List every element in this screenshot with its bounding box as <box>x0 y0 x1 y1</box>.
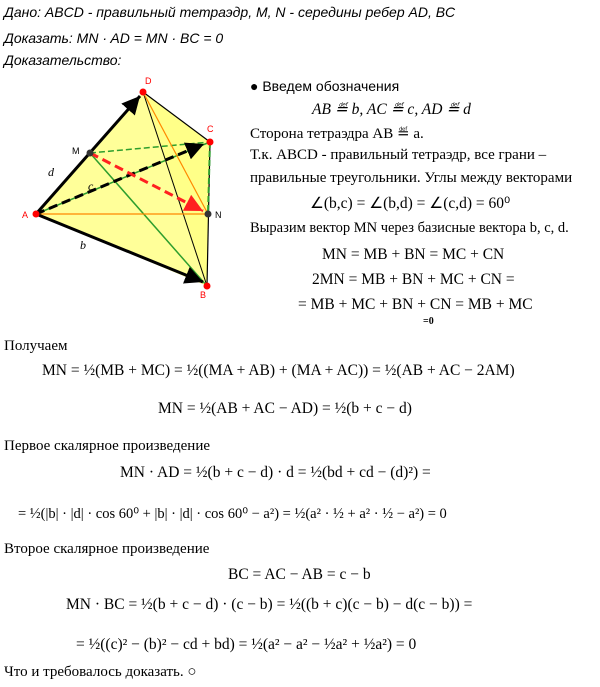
angles-line: ∠(b,c) = ∠(b,d) = ∠(c,d) = 60⁰ <box>310 195 511 212</box>
point-d <box>140 89 147 96</box>
formula-6: MN · BC = ½(b + c − d) · (c − b) = ½((b + c)(c − b) − d(c − b)) = <box>66 596 473 613</box>
label-d: D <box>145 76 152 86</box>
formula-3: MN · AD = ½(b + c − d) · d = ½(bd + cd − (d)²) = <box>120 464 431 481</box>
label-c: C <box>207 124 214 134</box>
regular-line-2: правильные треугольники. Углы между векторами <box>250 170 573 186</box>
point-m <box>87 150 94 157</box>
label-vec-d: d <box>48 165 54 179</box>
formula-4: = ½(|b| · |d| · cos 60⁰ + |b| · |d| · cos 60⁰ − a²) = ½(a² · ½ + a² · ½ − a²) = 0 <box>18 506 447 522</box>
eq3-under: =0 <box>423 316 434 327</box>
formula-1: MN = ½(MB + MC) = ½((MA + AB) + (MA + AC)) = ½(AB + AC − 2AM) <box>42 362 515 379</box>
given-line <box>4 4 455 20</box>
given-text: ABCD - правильный тетраэдр, M, N - середины ребер AD, BC <box>41 4 456 20</box>
get-line: Получаем <box>4 338 68 354</box>
label-n: N <box>215 210 222 220</box>
label-vec-b: b <box>80 238 86 252</box>
formula-7: = ½((c)² − (b)² − cd + bd) = ½(a² − a² − ½a² + ½a²) = 0 <box>76 636 417 653</box>
intro-line: ● Введем обозначения <box>250 78 400 94</box>
first-product-heading: Первое скалярное произведение <box>4 438 211 454</box>
formula-5: BC = AC − AB = c − b <box>228 566 371 583</box>
point-c <box>207 139 214 146</box>
express-line: Выразим вектор MN через базисные вектора b, c, d. <box>250 220 569 236</box>
end-line: Что и требовалось доказать. ○ <box>4 664 197 680</box>
prove-text: MN · AD = MN · BC = 0 <box>72 30 224 46</box>
eq2-line: 2MN = MB + BN + MC + CN = <box>312 271 515 288</box>
point-a <box>33 211 40 218</box>
point-n <box>205 211 212 218</box>
prove-label: Доказать: <box>4 30 73 46</box>
regular-line-1: Т.к. ABCD - правильный тетраэдр, все грани – <box>250 147 547 163</box>
label-vec-c: c <box>88 179 94 193</box>
tetrahedron-figure <box>0 72 240 302</box>
notation-line: AB ≝ b, AC ≝ c, AD ≝ d <box>312 101 471 118</box>
formula-2: MN = ½(AB + AC − AD) = ½(b + c − d) <box>158 400 412 417</box>
side-line: Сторона тетраэдра AB ≝ a. <box>250 126 424 142</box>
proof-label: Доказательство: <box>4 52 122 68</box>
label-m: M <box>72 146 80 156</box>
tetrahedron-svg <box>0 72 240 302</box>
prove-line <box>4 30 223 46</box>
eq3-line: = MB + MC + BN + CN = MB + MC <box>298 296 533 313</box>
point-b <box>204 283 211 290</box>
given-label: Дано: <box>4 4 42 20</box>
eq1-line: MN = MB + BN = MC + CN <box>322 246 505 263</box>
second-product-heading: Второе скалярное произведение <box>4 541 210 557</box>
label-a: A <box>22 210 29 220</box>
label-b: B <box>200 290 207 300</box>
